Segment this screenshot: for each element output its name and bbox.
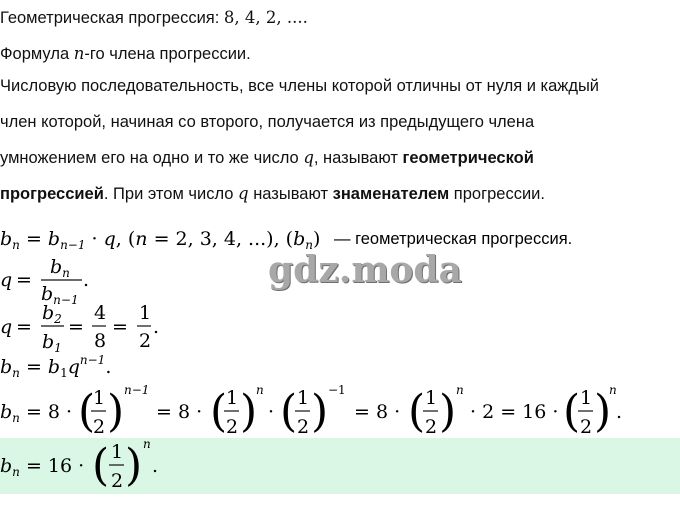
formula-general — [0, 353, 111, 380]
formula-caption: — геометрическая прогрессия. — [334, 230, 573, 248]
svg-text:): ) — [107, 386, 125, 437]
svg-text:= 8 ·: = 8 · — [156, 401, 203, 423]
svg-text:(: ( — [563, 386, 581, 437]
svg-text:1: 1 — [93, 387, 106, 409]
progression-line: Геометрическая прогрессия: 8, 4, 2, .... — [0, 8, 308, 27]
svg-text:1: 1 — [580, 387, 593, 409]
svg-text:.: . — [153, 316, 160, 338]
svg-text:): ) — [311, 386, 329, 437]
svg-text:.: . — [83, 269, 90, 291]
svg-text:−1: −1 — [328, 383, 346, 397]
svg-text:q: q — [0, 316, 13, 338]
svg-text:): ) — [594, 386, 612, 437]
svg-text:.: . — [616, 401, 623, 423]
svg-text:= 8 ·: = 8 · — [354, 401, 401, 423]
svg-text:(: ( — [408, 386, 426, 437]
svg-text:n: n — [456, 383, 464, 397]
svg-text:1: 1 — [139, 302, 152, 324]
formula-heading: Формула n-го члена прогрессии. — [0, 44, 251, 63]
definition-line-3: умножением его на одно и то же число q, называют геометрической — [0, 148, 534, 167]
formula-ratio-value — [0, 302, 159, 355]
svg-text:=: = — [68, 316, 84, 338]
formula-ratio — [0, 256, 89, 307]
svg-text:bn = bn−1 · q, (n = 2, 3, 4: $b_n = b_{n-1} \cdot q$, (n = 2, 3, 4, ...), $(b_n)$ — [0, 228, 321, 252]
svg-text:): ) — [439, 386, 457, 437]
svg-text:q: q — [0, 269, 13, 291]
svg-text:· 2 = 16 ·: · 2 = 16 · — [470, 401, 559, 423]
svg-text:2: 2 — [139, 330, 152, 352]
svg-text:bn = 8 ·: $b_n = 8$ · — [0, 401, 73, 425]
svg-text:2: 2 — [297, 416, 310, 438]
svg-text:bn−1: $b_{n-1}$ — [41, 283, 79, 307]
svg-text:2: 2 — [580, 416, 593, 438]
svg-text:.: . — [152, 455, 159, 477]
svg-text:·: · — [268, 401, 275, 423]
svg-text:bn = b1qn−1.: $b_n = b_1q^{n-1}$. — [0, 353, 112, 380]
svg-text:=: = — [16, 316, 32, 338]
svg-text:): ) — [240, 386, 258, 437]
formula-derivation — [0, 383, 622, 438]
svg-text:=: = — [112, 316, 128, 338]
svg-text:1: 1 — [425, 387, 438, 409]
svg-text:1: 1 — [111, 441, 124, 463]
svg-text:bn: $b_n$ — [50, 256, 70, 280]
svg-text:(: ( — [280, 386, 298, 437]
watermark-logo: gdz.moda — [268, 249, 462, 291]
formula-answer — [0, 437, 158, 492]
svg-text:1: 1 — [297, 387, 310, 409]
definition-line-1: Числовую последовательность, все члены которой отличны от нуля и каждый — [0, 77, 600, 95]
svg-text:2: 2 — [93, 416, 106, 438]
svg-text:n: n — [143, 437, 151, 451]
svg-text:b2: $b_2$ — [42, 302, 62, 326]
svg-text:): ) — [125, 440, 143, 491]
svg-text:8: 8 — [94, 330, 107, 352]
svg-text:n−1: n−1 — [124, 383, 150, 397]
svg-text:(: ( — [210, 386, 228, 437]
definition-line-2: член которой, начиная со второго, получается из предыдущего члена — [0, 113, 535, 131]
svg-text:1: 1 — [226, 387, 239, 409]
svg-text:n: n — [609, 383, 617, 397]
svg-text:n: n — [256, 383, 264, 397]
svg-text:2: 2 — [111, 470, 124, 492]
svg-text:(: ( — [92, 440, 110, 491]
svg-text:4: 4 — [94, 302, 107, 324]
svg-text:(: ( — [78, 386, 96, 437]
svg-text:bn = 16 ·: $b_n = 16$ · — [0, 455, 85, 479]
definition-line-4: прогрессией. При этом число q называют знаменателем прогрессии. — [0, 184, 545, 203]
svg-text:2: 2 — [425, 416, 438, 438]
svg-text:=: = — [16, 269, 32, 291]
svg-text:b1: $b_1$ — [42, 331, 62, 355]
svg-text:2: 2 — [226, 416, 239, 438]
